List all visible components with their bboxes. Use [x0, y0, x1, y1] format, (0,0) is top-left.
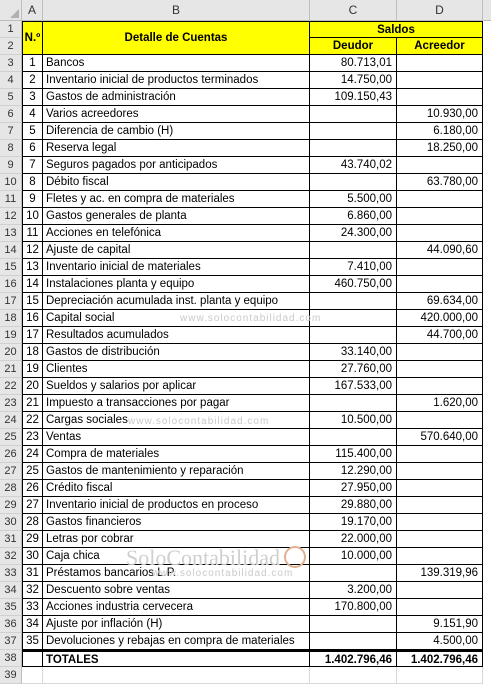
row-number[interactable]: 1	[22, 55, 43, 72]
deudor-amount[interactable]: 27.950,00	[310, 480, 397, 497]
row-header-18[interactable]: 18	[0, 310, 22, 327]
acreedor-amount[interactable]	[397, 225, 483, 242]
row-number[interactable]: 30	[22, 548, 43, 565]
row-number[interactable]: 10	[22, 208, 43, 225]
acreedor-amount[interactable]	[397, 276, 483, 293]
row-header-27[interactable]: 27	[0, 463, 22, 480]
row-header-21[interactable]: 21	[0, 361, 22, 378]
row-header-34[interactable]: 34	[0, 582, 22, 599]
row-header-12[interactable]: 12	[0, 208, 22, 225]
header-deudor[interactable]: Deudor	[310, 38, 397, 55]
deudor-amount[interactable]	[310, 565, 397, 582]
row-header-39[interactable]: 39	[0, 667, 22, 684]
acreedor-amount[interactable]	[397, 55, 483, 72]
row-number[interactable]: 27	[22, 497, 43, 514]
account-name[interactable]: Ventas	[43, 429, 310, 446]
row-header-13[interactable]: 13	[0, 225, 22, 242]
row-number[interactable]: 25	[22, 463, 43, 480]
account-name[interactable]: Bancos	[43, 55, 310, 72]
acreedor-amount[interactable]	[397, 497, 483, 514]
account-name[interactable]: Gastos de mantenimiento y reparación	[43, 463, 310, 480]
acreedor-amount[interactable]	[397, 259, 483, 276]
row-header-20[interactable]: 20	[0, 344, 22, 361]
row-header-37[interactable]: 37	[0, 633, 22, 650]
row-number[interactable]: 17	[22, 327, 43, 344]
select-all-corner[interactable]	[0, 0, 22, 21]
account-name[interactable]: Ajuste por inflación (H)	[43, 616, 310, 633]
acreedor-amount[interactable]: 9.151,90	[397, 616, 483, 633]
row-header-28[interactable]: 28	[0, 480, 22, 497]
deudor-amount[interactable]	[310, 174, 397, 191]
header-number[interactable]: N.º	[22, 21, 43, 55]
account-name[interactable]: Clientes	[43, 361, 310, 378]
acreedor-amount[interactable]	[397, 191, 483, 208]
row-header-25[interactable]: 25	[0, 429, 22, 446]
acreedor-amount[interactable]	[397, 514, 483, 531]
acreedor-amount[interactable]: 420.000,00	[397, 310, 483, 327]
row-header-26[interactable]: 26	[0, 446, 22, 463]
account-name[interactable]: Compra de materiales	[43, 446, 310, 463]
deudor-amount[interactable]: 29.880,00	[310, 497, 397, 514]
row-header-14[interactable]: 14	[0, 242, 22, 259]
account-name[interactable]: Débito fiscal	[43, 174, 310, 191]
row-number[interactable]: 6	[22, 140, 43, 157]
totals-acreedor[interactable]: 1.402.796,46	[397, 650, 483, 667]
acreedor-amount[interactable]	[397, 72, 483, 89]
deudor-amount[interactable]: 22.000,00	[310, 531, 397, 548]
row-number[interactable]: 18	[22, 344, 43, 361]
deudor-amount[interactable]	[310, 123, 397, 140]
account-name[interactable]: Ajuste de capital	[43, 242, 310, 259]
deudor-amount[interactable]: 24.300,00	[310, 225, 397, 242]
row-number[interactable]: 20	[22, 378, 43, 395]
deudor-amount[interactable]	[310, 140, 397, 157]
deudor-amount[interactable]: 3.200,00	[310, 582, 397, 599]
row-number[interactable]: 13	[22, 259, 43, 276]
account-name[interactable]: Resultados acumulados	[43, 327, 310, 344]
acreedor-amount[interactable]	[397, 548, 483, 565]
acreedor-amount[interactable]: 18.250,00	[397, 140, 483, 157]
acreedor-amount[interactable]	[397, 531, 483, 548]
row-number[interactable]: 26	[22, 480, 43, 497]
deudor-amount[interactable]: 10.000,00	[310, 548, 397, 565]
acreedor-amount[interactable]	[397, 582, 483, 599]
deudor-amount[interactable]	[310, 616, 397, 633]
deudor-amount[interactable]: 5.500,00	[310, 191, 397, 208]
header-saldos[interactable]: Saldos	[310, 21, 483, 38]
row-number[interactable]: 24	[22, 446, 43, 463]
account-name[interactable]: Gastos generales de planta	[43, 208, 310, 225]
row-number[interactable]: 23	[22, 429, 43, 446]
acreedor-amount[interactable]: 10.930,00	[397, 106, 483, 123]
acreedor-amount[interactable]	[397, 463, 483, 480]
acreedor-amount[interactable]	[397, 378, 483, 395]
account-name[interactable]: Inventario inicial de materiales	[43, 259, 310, 276]
account-name[interactable]: Sueldos y salarios por aplicar	[43, 378, 310, 395]
row-number[interactable]: 5	[22, 123, 43, 140]
row-number[interactable]: 16	[22, 310, 43, 327]
row-number[interactable]: 34	[22, 616, 43, 633]
account-name[interactable]: Cargas sociales	[43, 412, 310, 429]
deudor-amount[interactable]	[310, 395, 397, 412]
header-acreedor[interactable]: Acreedor	[397, 38, 483, 55]
column-header-filler	[483, 0, 491, 21]
row-number[interactable]: 22	[22, 412, 43, 429]
acreedor-amount[interactable]: 1.620,00	[397, 395, 483, 412]
deudor-amount[interactable]	[310, 242, 397, 259]
acreedor-amount[interactable]	[397, 480, 483, 497]
acreedor-amount[interactable]: 6.180,00	[397, 123, 483, 140]
row-header-2[interactable]: 2	[0, 38, 22, 55]
deudor-amount[interactable]	[310, 106, 397, 123]
deudor-amount[interactable]: 109.150,43	[310, 89, 397, 106]
deudor-amount[interactable]: 80.713,01	[310, 55, 397, 72]
row-header-36[interactable]: 36	[0, 616, 22, 633]
acreedor-amount[interactable]	[397, 89, 483, 106]
row-number[interactable]: 28	[22, 514, 43, 531]
account-name[interactable]: Gastos financieros	[43, 514, 310, 531]
totals-label[interactable]: TOTALES	[43, 650, 310, 667]
totals-number[interactable]	[22, 650, 43, 667]
column-header-d[interactable]: D	[397, 0, 483, 21]
deudor-amount[interactable]: 33.140,00	[310, 344, 397, 361]
row-number[interactable]: 31	[22, 565, 43, 582]
deudor-amount[interactable]: 12.290,00	[310, 463, 397, 480]
acreedor-amount[interactable]	[397, 446, 483, 463]
row-number[interactable]: 2	[22, 72, 43, 89]
deudor-amount[interactable]	[310, 429, 397, 446]
row-number[interactable]: 7	[22, 157, 43, 174]
deudor-amount[interactable]: 43.740,02	[310, 157, 397, 174]
row-header-22[interactable]: 22	[0, 378, 22, 395]
acreedor-amount[interactable]: 63.780,00	[397, 174, 483, 191]
column-header-c[interactable]: C	[310, 0, 397, 21]
deudor-amount[interactable]: 460.750,00	[310, 276, 397, 293]
acreedor-amount[interactable]: 69.634,00	[397, 293, 483, 310]
account-name[interactable]: Crédito fiscal	[43, 480, 310, 497]
row-number[interactable]: 19	[22, 361, 43, 378]
acreedor-amount[interactable]	[397, 599, 483, 616]
row-header-30[interactable]: 30	[0, 514, 22, 531]
account-name[interactable]: Reserva legal	[43, 140, 310, 157]
account-name[interactable]: Descuento sobre ventas	[43, 582, 310, 599]
acreedor-amount[interactable]	[397, 157, 483, 174]
row-header-3[interactable]: 3	[0, 55, 22, 72]
acreedor-amount[interactable]: 139.319,96	[397, 565, 483, 582]
account-name[interactable]: Letras por cobrar	[43, 531, 310, 548]
acreedor-amount[interactable]: 4.500,00	[397, 633, 483, 650]
row-number[interactable]: 33	[22, 599, 43, 616]
row-header-29[interactable]: 29	[0, 497, 22, 514]
account-name[interactable]: Acciones en telefónica	[43, 225, 310, 242]
watermark-brand: SoloContabilidad	[126, 545, 280, 570]
row-header-15[interactable]: 15	[0, 259, 22, 276]
watermark-logo-icon	[284, 546, 306, 568]
deudor-amount[interactable]: 27.760,00	[310, 361, 397, 378]
watermark-url: www.solocontabilidad.com	[128, 416, 270, 427]
acreedor-amount[interactable]: 570.640,00	[397, 429, 483, 446]
row-number[interactable]: 12	[22, 242, 43, 259]
row-header-33[interactable]: 33	[0, 565, 22, 582]
account-name[interactable]: Varios acreedores	[43, 106, 310, 123]
row-header-8[interactable]: 8	[0, 140, 22, 157]
acreedor-amount[interactable]	[397, 412, 483, 429]
acreedor-amount[interactable]: 44.090,60	[397, 242, 483, 259]
row-header-4[interactable]: 4	[0, 72, 22, 89]
row-header-10[interactable]: 10	[0, 174, 22, 191]
account-name[interactable]: Instalaciones planta y equipo	[43, 276, 310, 293]
row-header-7[interactable]: 7	[0, 123, 22, 140]
acreedor-amount[interactable]	[397, 361, 483, 378]
deudor-amount[interactable]: 167.533,00	[310, 378, 397, 395]
account-name[interactable]: Devoluciones y rebajas en compra de materiales	[43, 633, 310, 650]
account-name[interactable]: Gastos de distribución	[43, 344, 310, 361]
deudor-amount[interactable]	[310, 633, 397, 650]
row-number[interactable]: 8	[22, 174, 43, 191]
row-number[interactable]: 21	[22, 395, 43, 412]
row-header-31[interactable]: 31	[0, 531, 22, 548]
account-name[interactable]: Capital social	[43, 310, 310, 327]
account-name[interactable]: Acciones industria cervecera	[43, 599, 310, 616]
account-name[interactable]: Diferencia de cambio (H)	[43, 123, 310, 140]
deudor-amount[interactable]	[310, 293, 397, 310]
row-header-38[interactable]: 38	[0, 650, 22, 667]
deudor-amount[interactable]: 115.400,00	[310, 446, 397, 463]
deudor-amount[interactable]: 19.170,00	[310, 514, 397, 531]
acreedor-amount[interactable]	[397, 208, 483, 225]
row-header-9[interactable]: 9	[0, 157, 22, 174]
deudor-amount[interactable]	[310, 327, 397, 344]
row-header-1[interactable]: 1	[0, 21, 22, 38]
column-header-a[interactable]: A	[22, 0, 43, 21]
row-number[interactable]: 4	[22, 106, 43, 123]
account-name[interactable]: Seguros pagados por anticipados	[43, 157, 310, 174]
row-header-35[interactable]: 35	[0, 599, 22, 616]
account-name[interactable]: Inventario inicial de productos terminados	[43, 72, 310, 89]
row-number[interactable]: 11	[22, 225, 43, 242]
column-header-b[interactable]: B	[43, 0, 310, 21]
row-header-23[interactable]: 23	[0, 395, 22, 412]
watermark-url: www.solocontabilidad.com	[180, 313, 322, 324]
row-header-16[interactable]: 16	[0, 276, 22, 293]
deudor-amount[interactable]: 10.500,00	[310, 412, 397, 429]
account-name[interactable]: Préstamos bancarios L.P.	[43, 565, 310, 582]
row-header-6[interactable]: 6	[0, 106, 22, 123]
deudor-amount[interactable]: 14.750,00	[310, 72, 397, 89]
account-name[interactable]: Fletes y ac. en compra de materiales	[43, 191, 310, 208]
row-header-19[interactable]: 19	[0, 327, 22, 344]
row-number[interactable]: 29	[22, 531, 43, 548]
deudor-amount[interactable]: 7.410,00	[310, 259, 397, 276]
account-name[interactable]: Gastos de administración	[43, 89, 310, 106]
watermark-url: www.solocontabilidad.com	[152, 568, 294, 579]
deudor-amount[interactable]	[310, 310, 397, 327]
row-number[interactable]: 3	[22, 89, 43, 106]
header-detail[interactable]: Detalle de Cuentas	[43, 21, 310, 55]
row-number[interactable]: 35	[22, 633, 43, 650]
deudor-amount[interactable]: 6.860,00	[310, 208, 397, 225]
totals-deudor[interactable]: 1.402.796,46	[310, 650, 397, 667]
row-header-11[interactable]: 11	[0, 191, 22, 208]
acreedor-amount[interactable]	[397, 344, 483, 361]
row-number[interactable]: 9	[22, 191, 43, 208]
row-header-5[interactable]: 5	[0, 89, 22, 106]
account-name[interactable]: Inventario inicial de productos en proceso	[43, 497, 310, 514]
row-number[interactable]: 32	[22, 582, 43, 599]
row-number[interactable]: 15	[22, 293, 43, 310]
account-name[interactable]: Caja chica	[43, 548, 310, 565]
row-header-17[interactable]: 17	[0, 293, 22, 310]
account-name[interactable]: Depreciación acumulada inst. planta y equipo	[43, 293, 310, 310]
account-name[interactable]: Impuesto a transacciones por pagar	[43, 395, 310, 412]
row-header-32[interactable]: 32	[0, 548, 22, 565]
row-number[interactable]: 14	[22, 276, 43, 293]
acreedor-amount[interactable]: 44.700,00	[397, 327, 483, 344]
deudor-amount[interactable]: 170.800,00	[310, 599, 397, 616]
row-header-24[interactable]: 24	[0, 412, 22, 429]
